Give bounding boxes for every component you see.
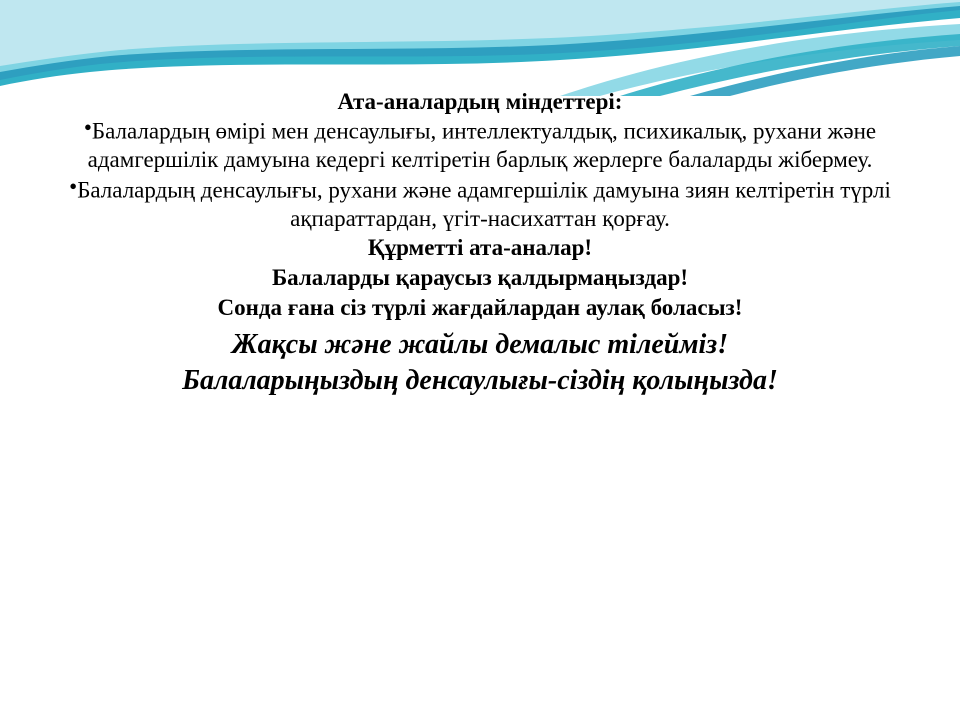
strong-line-1: Құрметті ата-аналар! [367, 235, 593, 261]
bullet-item-2 [0, 175, 960, 233]
strong-line-2: Балаларды қараусыз қалдырмаңыздар! [271, 264, 689, 290]
decorative-wave-banner [0, 0, 960, 96]
slide-text-body [0, 88, 960, 400]
bullet-item-1-text: Балалардың өмірі мен денсаулығы, интеллектуалдық, психикалық, рухани және адамгершілік дамуына кедергі келтіретін барлық жерлерге балаларды жібермеу. [87, 118, 877, 173]
bullet-icon: • [83, 115, 92, 141]
emphasis-line-2: Балаларыңыздың денсаулығы-сіздің қолыңызда! [182, 365, 778, 397]
emphasis-line-1: Жақсы және жайлы демалыс тілейміз! [231, 328, 729, 360]
bullet-icon: • [69, 173, 78, 199]
bullet-item-1 [0, 116, 960, 174]
slide-heading: Ата-аналардың міндеттері: [337, 89, 623, 114]
wave-graphic [0, 0, 960, 96]
strong-line-3: Сонда ғана сіз түрлі жағдайлардан аулақ боласыз! [217, 294, 743, 320]
bullet-item-2-text: Балалардың денсаулығы, рухани және адамгершілік дамуына зиян келтіретін түрлі ақпараттардан, үгіт-насихаттан қорғау. [77, 177, 891, 231]
